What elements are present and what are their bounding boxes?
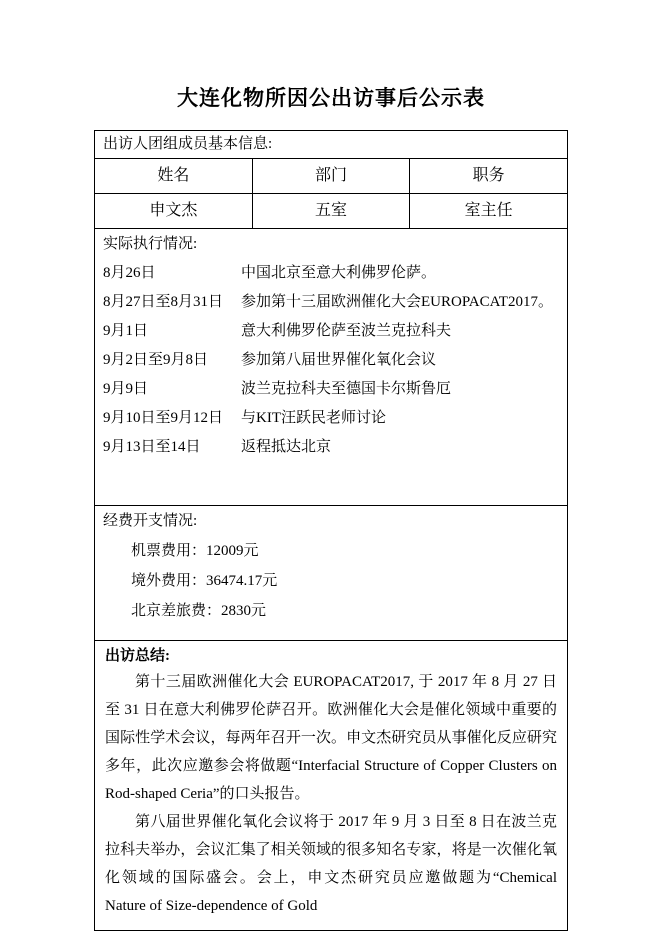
itinerary-date: 9月10日至9月12日 bbox=[103, 410, 224, 426]
itinerary-description: 返程抵达北京 bbox=[241, 439, 332, 455]
itinerary-item bbox=[103, 322, 559, 341]
itinerary-description: 意大利佛罗伦萨至波兰克拉科夫 bbox=[241, 323, 452, 339]
expense-section bbox=[95, 506, 567, 641]
itinerary-description: 与KIT汪跃民老师讨论 bbox=[241, 410, 386, 426]
expense-item: 北京差旅费：2830元 bbox=[131, 603, 267, 619]
member-data-row bbox=[95, 194, 567, 229]
itinerary-date: 9月13日至14日 bbox=[103, 439, 201, 455]
itinerary-item bbox=[103, 293, 559, 312]
itinerary-item bbox=[103, 409, 559, 428]
itinerary-date: 9月9日 bbox=[103, 381, 149, 397]
cell-member-department: 五室 bbox=[253, 194, 411, 228]
summary-paragraph: 第八届世界催化氧化会议将于 2017 年 9 月 3 日至 8 日在波兰克拉科夫举办，会议汇集了相关领域的很多知名专家，将是一次催化氧化领域的国际盛会。会上，申文杰研究员应邀做题为“Chemical Nature of Size-dependence of Gold bbox=[105, 814, 557, 914]
member-table-header-row bbox=[95, 159, 567, 194]
cell-member-position: 室主任 bbox=[464, 202, 513, 219]
summary-section-label: 出访总结: bbox=[105, 648, 170, 664]
itinerary-date: 8月26日 bbox=[103, 265, 156, 281]
itinerary-item bbox=[103, 380, 559, 399]
expense-section-label: 经费开支情况: bbox=[103, 513, 198, 529]
itinerary-description: 中国北京至意大利佛罗伦萨。 bbox=[241, 265, 437, 281]
expense-item: 境外费用：36474.17元 bbox=[131, 573, 278, 589]
form-table bbox=[94, 130, 568, 931]
itinerary-date: 8月27日至8月31日 bbox=[103, 294, 224, 310]
member-info-section-label: 出访人团组成员基本信息: bbox=[95, 131, 567, 159]
itinerary-item bbox=[103, 438, 559, 457]
summary-paragraph: 第十三届欧洲催化大会 EUROPACAT2017, 于 2017 年 8 月 27 日至 31 日在意大利佛罗伦萨召开。欧洲催化大会是催化领域中重要的国际性学术会议，每两年召开一次。申文杰研究员从事催化反应研究多年，此次应邀参会将做题“Interfacial Structure of Copper Clusters on Rod-shaped Ceria”的口头报告。 bbox=[105, 674, 557, 802]
header-cell-name: 姓名 bbox=[95, 159, 253, 193]
header-cell-position: 职务 bbox=[472, 167, 505, 184]
expense-item: 机票费用：12009元 bbox=[131, 543, 259, 559]
itinerary-item bbox=[103, 264, 559, 283]
cell-member-name: 申文杰 bbox=[95, 194, 253, 228]
itinerary-item bbox=[103, 351, 559, 370]
summary-section bbox=[95, 641, 567, 930]
itinerary-date: 9月2日至9月8日 bbox=[103, 352, 209, 368]
itinerary-description: 波兰克拉科夫至德国卡尔斯鲁厄 bbox=[241, 381, 452, 397]
itinerary-description: 参加第八届世界催化氧化会议 bbox=[241, 352, 437, 368]
execution-section bbox=[95, 229, 567, 506]
execution-section-label: 实际执行情况: bbox=[103, 236, 198, 252]
page-title: 大连化物所因公出访事后公示表 bbox=[177, 86, 485, 110]
header-cell-department: 部门 bbox=[253, 159, 411, 193]
itinerary-date: 9月1日 bbox=[103, 323, 149, 339]
itinerary-description: 参加第十三届欧洲催化大会EUROPACAT2017。 bbox=[241, 294, 553, 310]
